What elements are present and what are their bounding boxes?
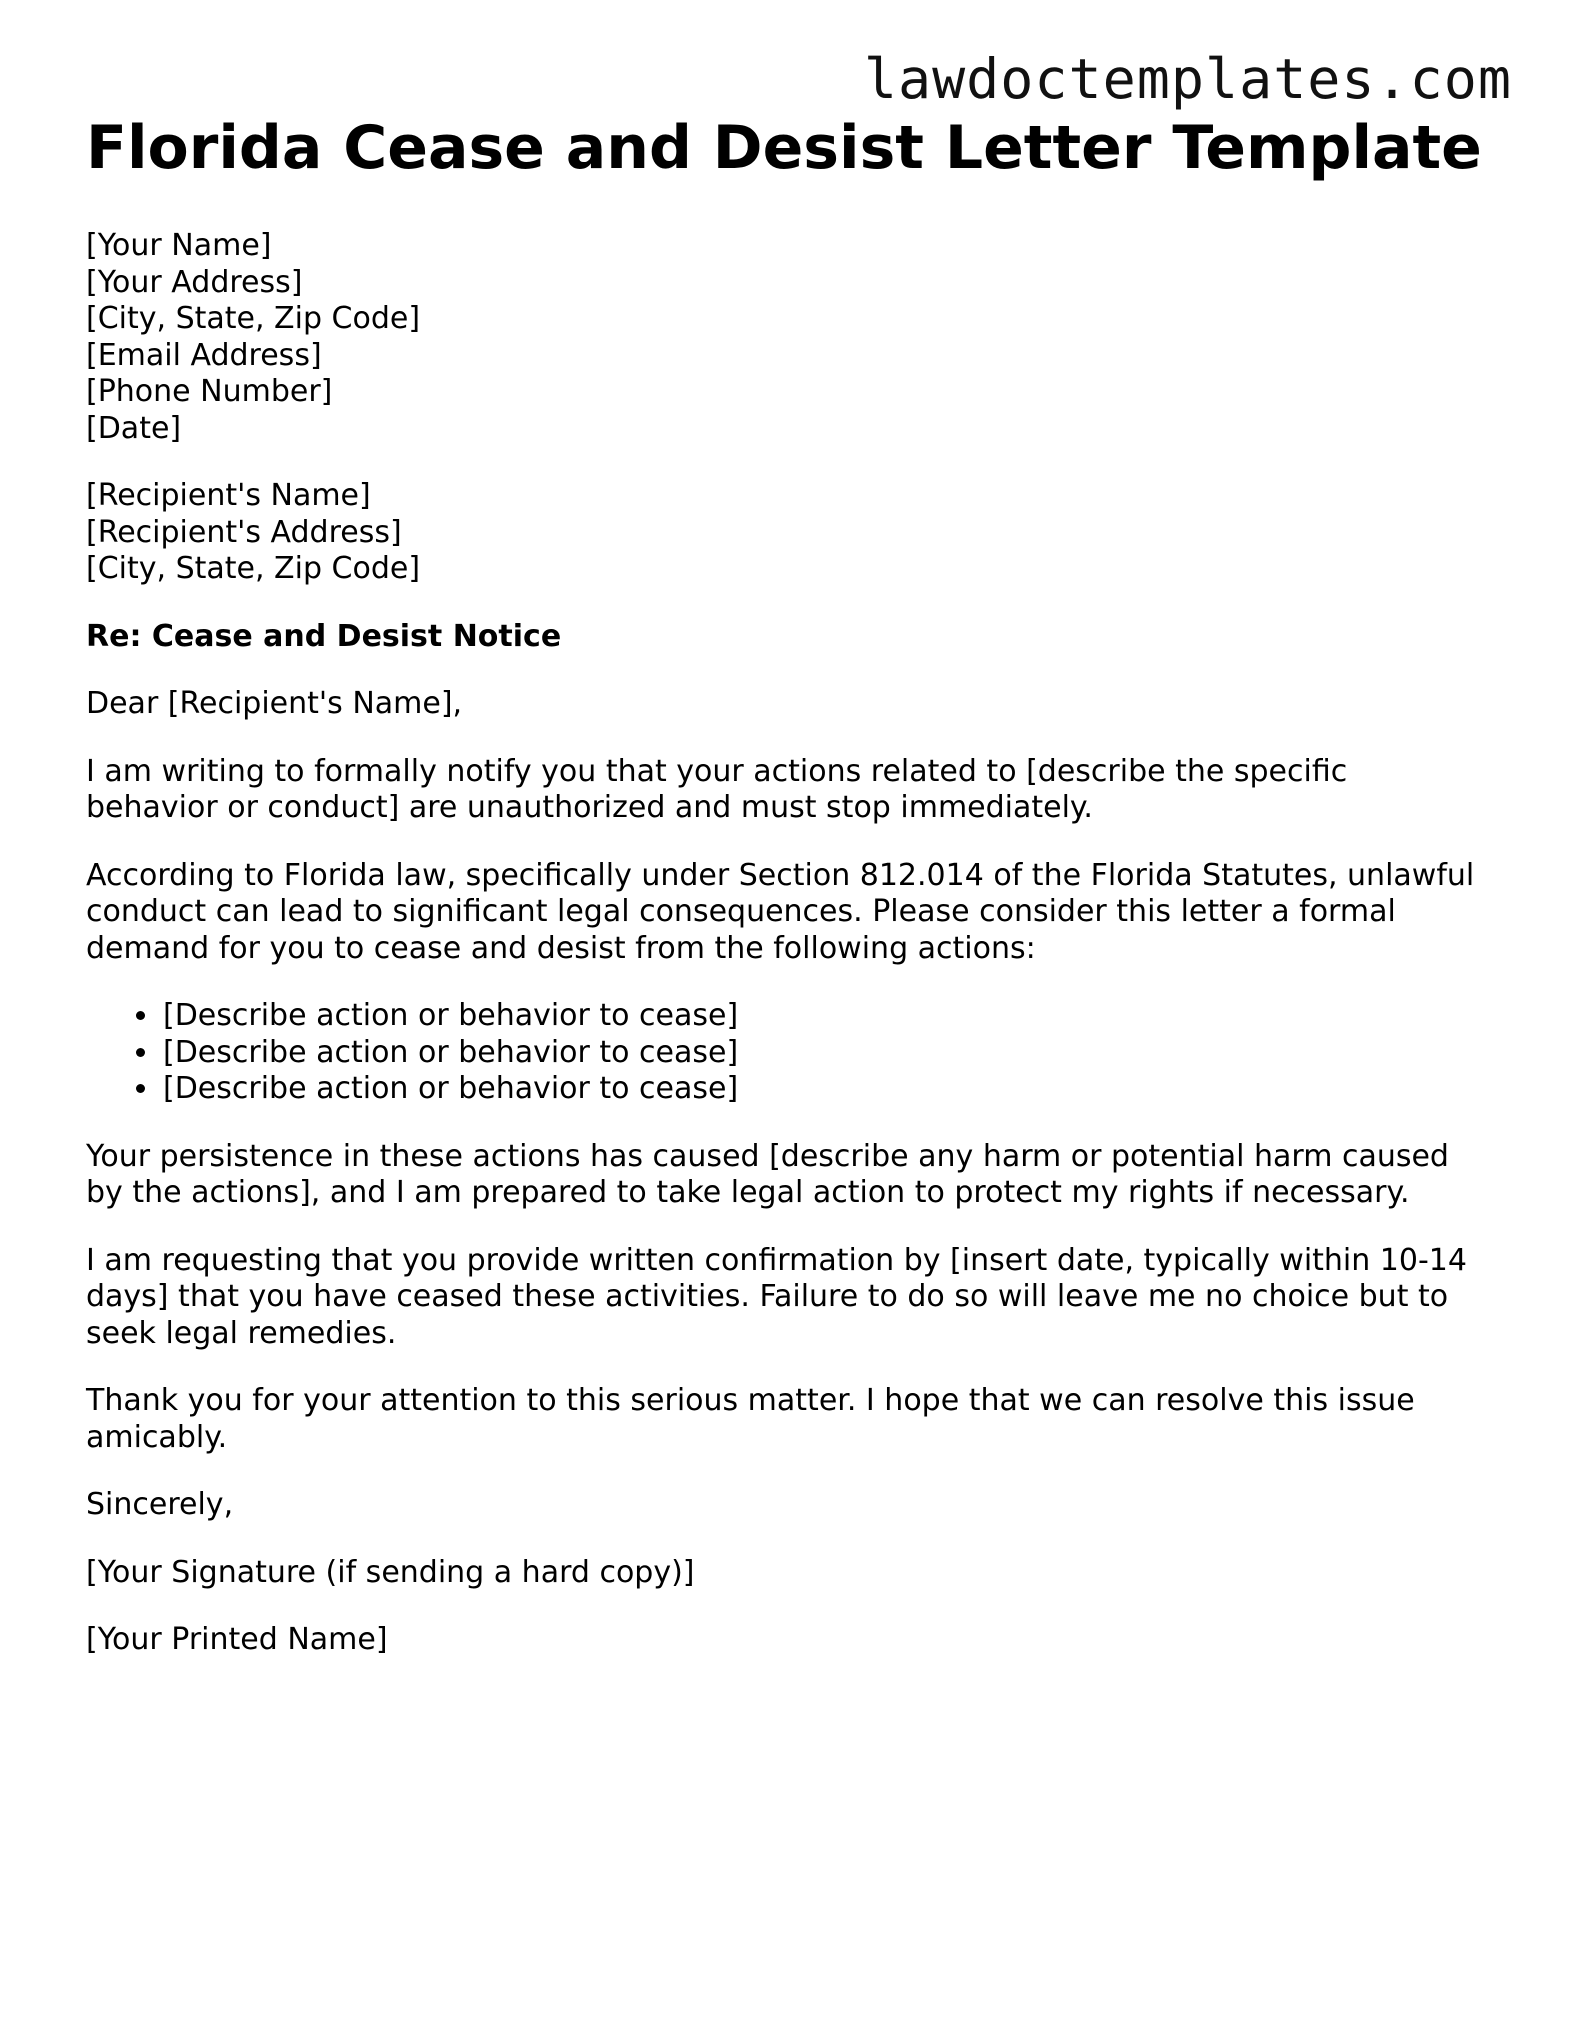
sender-city-state-zip: [City, State, Zip Code] (86, 301, 421, 336)
body-paragraph-thanks: Thank you for your attention to this serious matter. I hope that we can resolve this issue amicably. (86, 1383, 1415, 1455)
salutation: Dear [Recipient's Name], (86, 686, 463, 721)
sender-block (86, 228, 1486, 447)
sender-email: [Email Address] (86, 337, 322, 373)
sender-name: [Your Name] (86, 228, 272, 263)
subject-line: Re: Cease and Desist Notice (86, 618, 562, 654)
list-item: • [Describe action or behavior to cease] (161, 1035, 1486, 1072)
body-paragraph-harm: Your persistence in these actions has caused [describe any harm or potential harm caused by the actions], and I am prepared to take legal action to protect my rights if necessary. (86, 1138, 1449, 1210)
site-watermark: lawdoctemplates.com (863, 47, 1512, 111)
list-item: • [Describe action or behavior to cease] (161, 998, 1486, 1035)
sender-address: [Your Address] (86, 264, 303, 300)
recipient-city-state-zip: [City, State, Zip Code] (86, 551, 421, 586)
signature-placeholder: [Your Signature (if sending a hard copy)] (86, 1554, 695, 1590)
recipient-block (86, 478, 1486, 588)
body-paragraph-legal-basis: According to Florida law, specifically under Section 812.014 of the Florida Statutes, unlawful conduct can lead to significant legal consequences. Please consider this letter a formal demand for you to cease and desist from the following actions: (86, 857, 1475, 966)
actions-list (86, 998, 1486, 1108)
printed-name-placeholder: [Your Printed Name] (86, 1622, 388, 1657)
letter-date: [Date] (86, 410, 182, 446)
sender-phone: [Phone Number] (86, 374, 333, 409)
body-paragraph-request: I am requesting that you provide written confirmation by [insert date, typically within 10-14 days] that you have ceased these activities. Failure to do so will leave me no choice but to seek legal remedies. (86, 1242, 1467, 1351)
letter-document (86, 112, 1486, 1659)
recipient-name: [Recipient's Name] (86, 478, 371, 513)
closing: Sincerely, (86, 1487, 234, 1522)
recipient-address: [Recipient's Address] (86, 514, 402, 550)
document-title: Florida Cease and Desist Letter Template (86, 113, 1482, 183)
body-paragraph-notification: I am writing to formally notify you that your actions related to [describe the specific behavior or conduct] are unauthorized and must stop immediately. (86, 753, 1348, 825)
list-item: • [Describe action or behavior to cease] (161, 1071, 1486, 1108)
